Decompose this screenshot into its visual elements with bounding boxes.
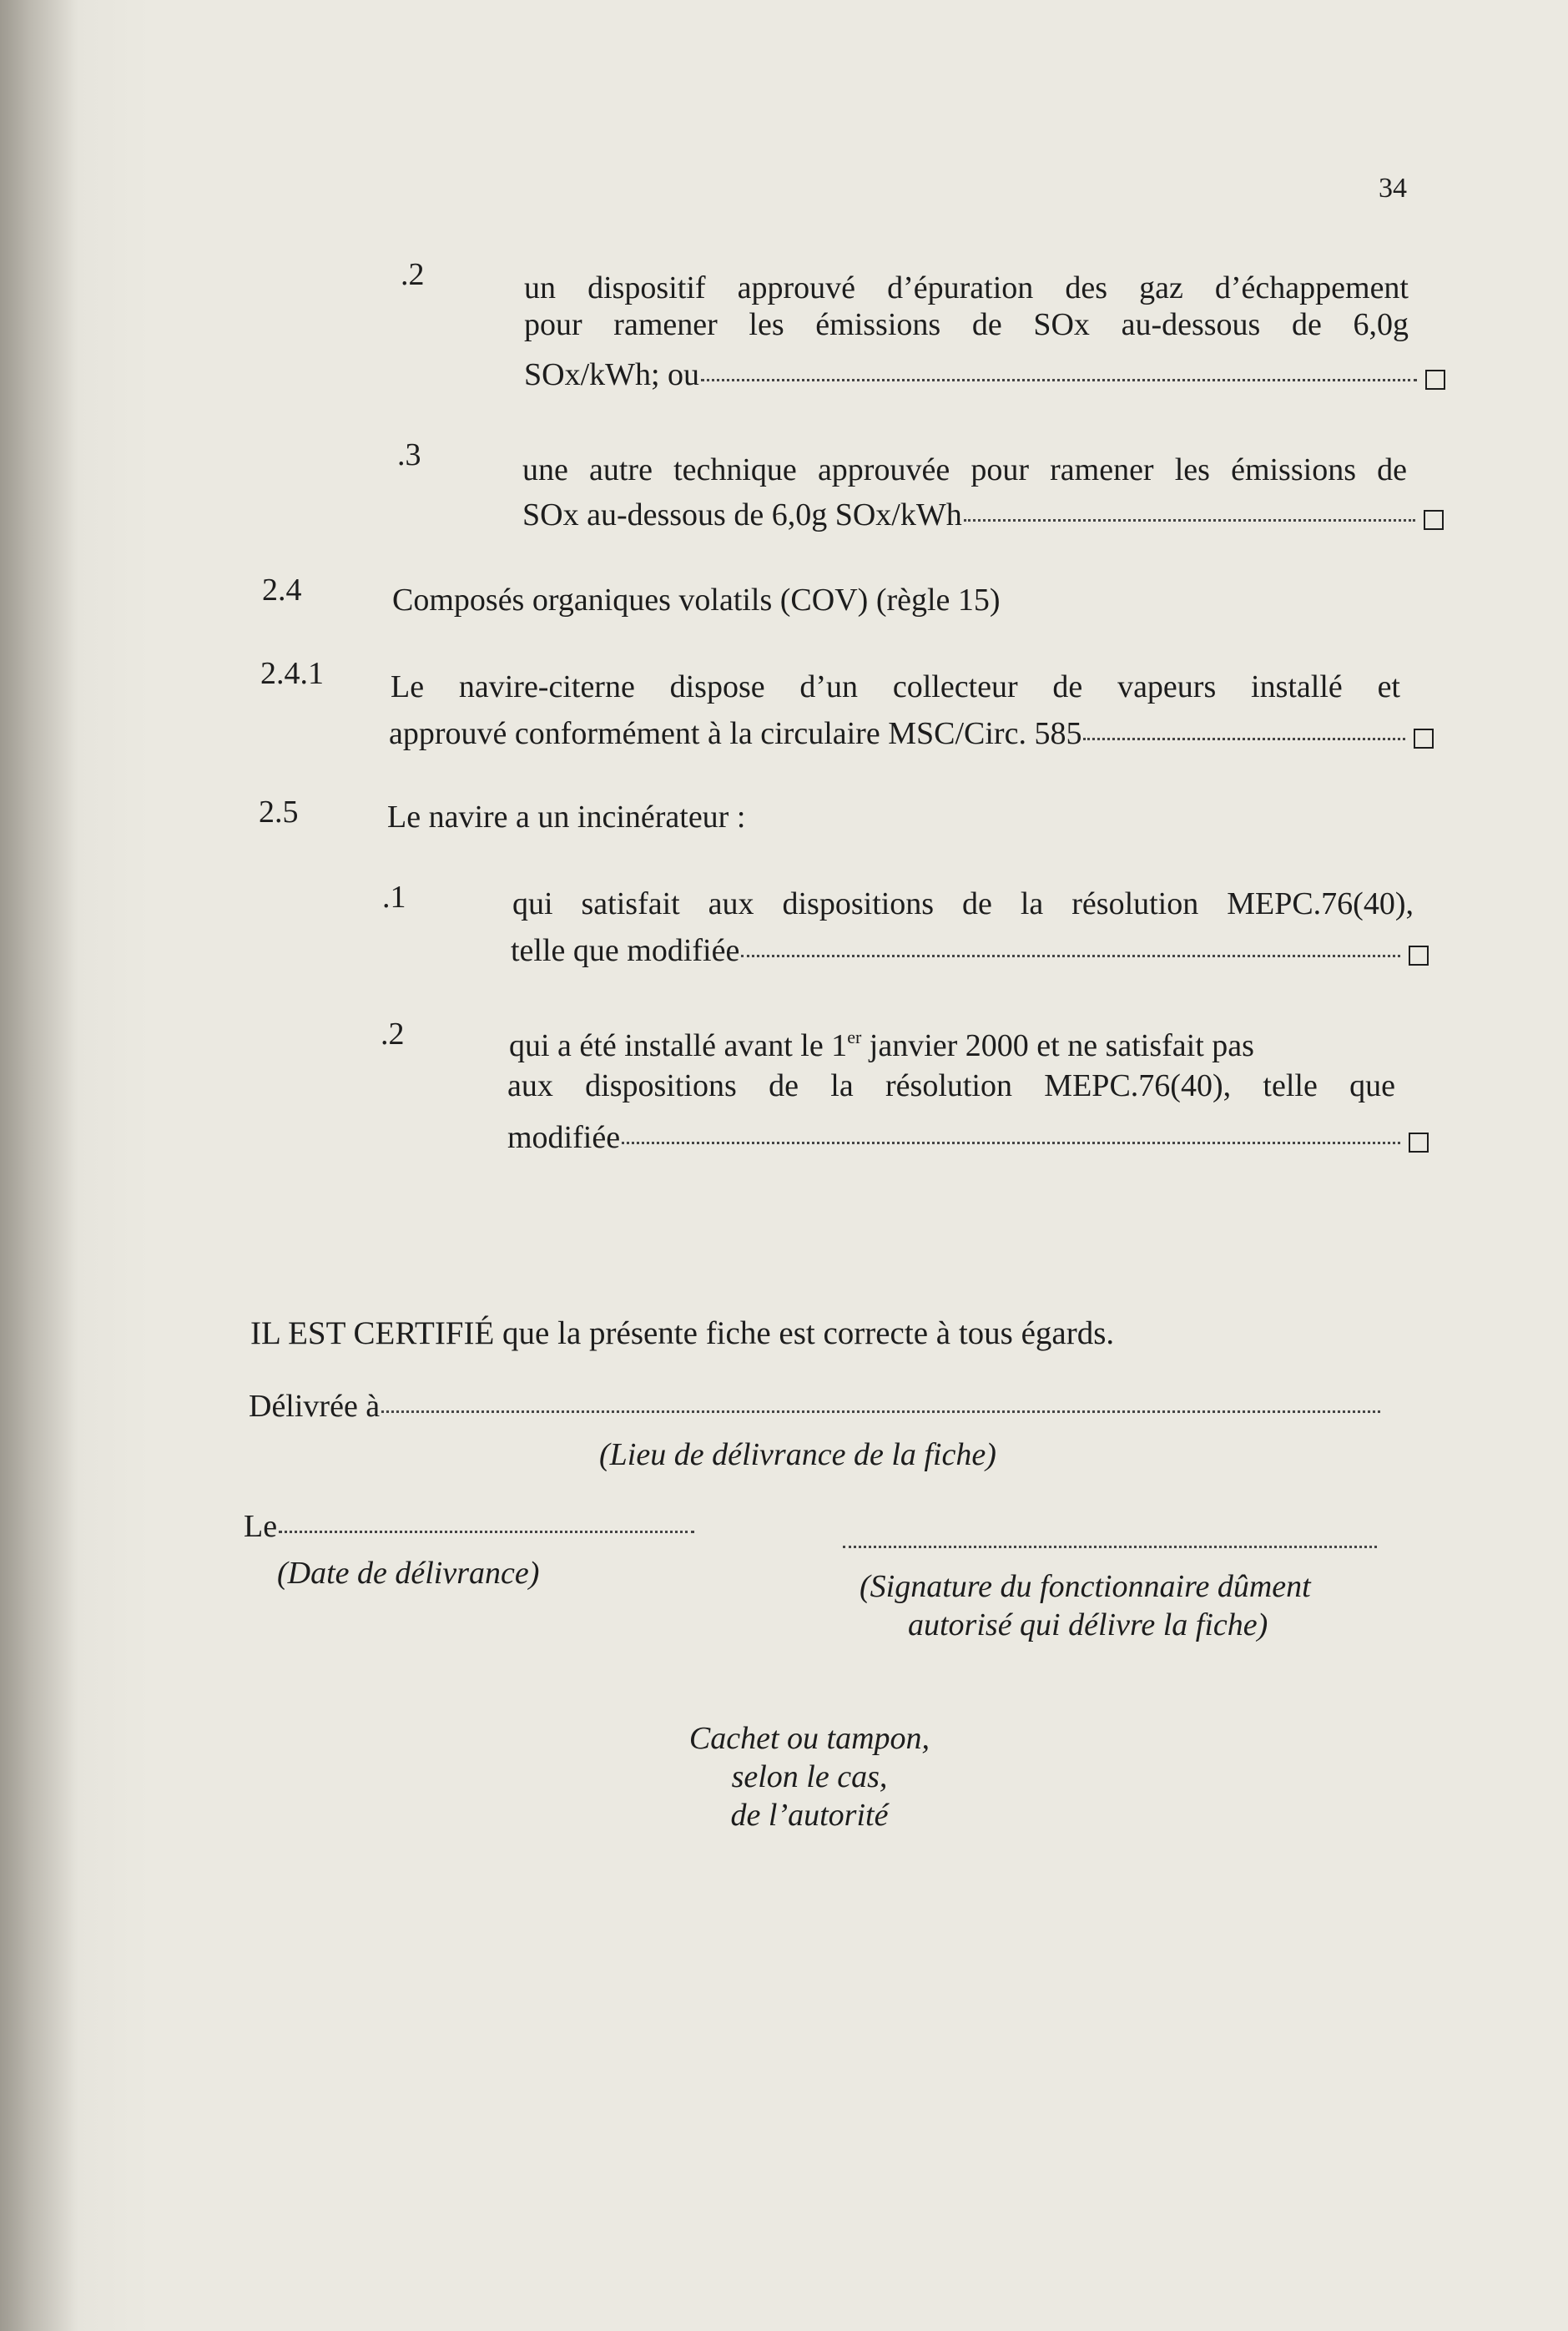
checkbox[interactable] xyxy=(1424,510,1444,530)
item-text-line: modifiée xyxy=(507,1120,621,1155)
seal-caption-line: selon le cas, xyxy=(731,1759,888,1794)
section-number: 2.5 xyxy=(259,795,299,830)
item-text-line: pour ramener les émissions de SOx au-dessous de 6,0g xyxy=(524,307,1409,342)
dot-leader xyxy=(964,518,1415,522)
issued-at-caption: (Lieu de délivrance de la fiche) xyxy=(599,1437,996,1472)
item-text-fragment: qui a été installé avant le 1er janvier 2000 et ne satisfait pas xyxy=(509,1027,1254,1063)
item-text-line: une autre technique approuvée pour ramener les émissions de xyxy=(522,452,1407,487)
issued-at-label: Délivrée à xyxy=(249,1389,381,1424)
item-number: .1 xyxy=(382,880,406,915)
date-field xyxy=(244,1504,694,1550)
item-text-line: un dispositif approuvé d’épuration des gaz d’échappement xyxy=(524,270,1409,305)
issued-at-field xyxy=(249,1384,1380,1430)
item-text-line xyxy=(509,1023,1397,1069)
section-number: 2.4.1 xyxy=(260,656,324,691)
dot-leader xyxy=(1083,737,1405,740)
date-label: Le xyxy=(244,1509,278,1544)
item-number: .2 xyxy=(401,257,425,292)
item-text-line: SOx au-dessous de 6,0g SOx/kWh xyxy=(522,497,962,532)
checkbox[interactable] xyxy=(1409,946,1429,966)
dot-leader xyxy=(741,954,1400,957)
seal-caption-line: Cachet ou tampon, xyxy=(688,1721,930,1756)
section-number: 2.4 xyxy=(262,573,302,608)
signature-caption-line: autorisé qui délivre la fiche) xyxy=(908,1607,1268,1642)
item-number: .2 xyxy=(381,1017,405,1052)
checkbox[interactable] xyxy=(1409,1133,1429,1153)
section-title: Le navire a un incinérateur : xyxy=(387,800,746,835)
item-leader-line xyxy=(507,1115,1429,1161)
item-leader-line xyxy=(511,928,1429,974)
certification-statement: IL EST CERTIFIÉ que la présente fiche est correcte à tous égards. xyxy=(250,1315,1115,1351)
signature-caption-line: (Signature du fonctionnaire dûment xyxy=(860,1569,1311,1604)
item-text-line: telle que modifiée xyxy=(511,933,740,968)
date-dotted-line[interactable] xyxy=(279,1530,694,1533)
item-text-line: aux dispositions de la résolution MEPC.76(40), telle que xyxy=(507,1068,1395,1103)
item-text-line: Le navire-citerne dispose d’un collecteur de vapeurs installé et xyxy=(391,669,1400,704)
checkbox[interactable] xyxy=(1425,370,1445,390)
item-leader-line xyxy=(524,352,1445,398)
item-text-line: approuvé conformément à la circulaire MSC/Circ. 585 xyxy=(389,716,1082,751)
book-spine-shadow xyxy=(0,0,79,2331)
item-leader-line xyxy=(522,492,1444,538)
checkbox[interactable] xyxy=(1414,729,1434,749)
item-text-line: SOx/kWh; ou xyxy=(524,357,700,392)
dot-leader xyxy=(701,378,1417,381)
issued-at-dotted-line[interactable] xyxy=(381,1410,1380,1413)
item-leader-line xyxy=(389,711,1434,757)
signature-dotted-line[interactable] xyxy=(843,1546,1377,1548)
seal-caption-line: de l’autorité xyxy=(730,1798,889,1833)
section-title: Composés organiques volatils (COV) (règle 15) xyxy=(392,583,1001,618)
date-caption: (Date de délivrance) xyxy=(277,1556,540,1591)
item-number: .3 xyxy=(397,437,421,472)
page-number: 34 xyxy=(1379,173,1407,204)
item-text-line: qui satisfait aux dispositions de la résolution MEPC.76(40), xyxy=(512,886,1414,921)
dot-leader xyxy=(622,1141,1400,1144)
